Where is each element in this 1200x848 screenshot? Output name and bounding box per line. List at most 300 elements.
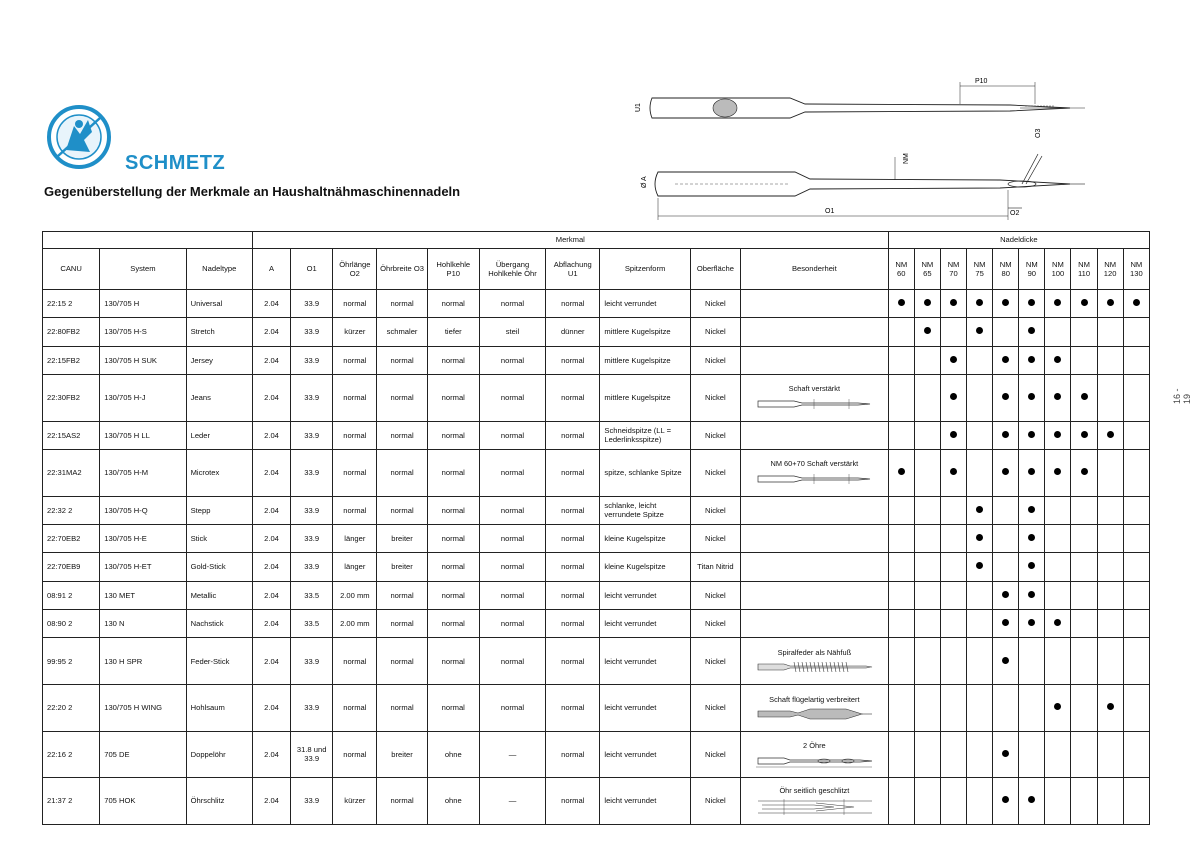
size-cell [1071, 731, 1097, 778]
availability-dot [950, 356, 957, 363]
availability-dot [1002, 657, 1009, 664]
o1-cell: 33.5 [291, 610, 333, 638]
o3-cell: normal [377, 610, 427, 638]
availability-dot [1107, 703, 1114, 710]
column-header: NM 90 [1019, 249, 1045, 290]
availability-dot [1002, 750, 1009, 757]
column-header: Spitzenform [600, 249, 690, 290]
size-cell [993, 496, 1019, 524]
transition-cell: normal [479, 450, 545, 497]
table-row [43, 346, 1150, 374]
o2-cell: 2.00 mm [333, 610, 377, 638]
canu-cell: 22:15AS2 [43, 421, 100, 449]
system-cell: 130/705 H [100, 290, 186, 318]
size-cell [1071, 290, 1097, 318]
size-cell [1019, 450, 1045, 497]
size-cell [940, 731, 966, 778]
label-p10: P10 [975, 78, 988, 85]
special-note: NM 60+70 Schaft verstärkt [770, 458, 859, 468]
o2-cell: länger [333, 525, 377, 553]
column-header: NM 100 [1045, 249, 1071, 290]
nadeltype-cell: Stick [186, 525, 252, 553]
size-cell [1045, 685, 1071, 732]
u1-cell: normal [546, 610, 600, 638]
size-cell [1123, 346, 1149, 374]
special-note: Schaft flügelartig verbreitert [769, 694, 860, 704]
table-row [43, 375, 1150, 422]
table-row [43, 638, 1150, 685]
availability-dot [924, 327, 931, 334]
size-cell [1019, 638, 1045, 685]
availability-dot [1107, 299, 1114, 306]
availability-dot [976, 562, 983, 569]
tip-cell: leicht verrundet [600, 638, 690, 685]
table-row [43, 610, 1150, 638]
availability-dot [976, 299, 983, 306]
availability-dot [950, 393, 957, 400]
canu-cell: 99:95 2 [43, 638, 100, 685]
availability-dot [1028, 796, 1035, 803]
surface-cell: Nickel [690, 778, 740, 825]
o2-cell: länger [333, 553, 377, 581]
size-cell [1097, 318, 1123, 346]
a-cell: 2.04 [252, 778, 290, 825]
p10-cell: normal [427, 496, 479, 524]
size-cell [967, 553, 993, 581]
nadeltype-cell: Nachstick [186, 610, 252, 638]
size-cell [940, 346, 966, 374]
table-row [43, 778, 1150, 825]
nadeltype-cell: Jersey [186, 346, 252, 374]
special-cell [741, 421, 889, 449]
size-cell [940, 581, 966, 609]
system-cell: 130/705 H-S [100, 318, 186, 346]
tip-cell: schlanke, leicht verrundete Spitze [600, 496, 690, 524]
o1-cell: 33.9 [291, 778, 333, 825]
canu-cell: 22:32 2 [43, 496, 100, 524]
size-cell [888, 778, 914, 825]
nadeltype-cell: Universal [186, 290, 252, 318]
special-cell [741, 450, 889, 497]
o2-cell: kürzer [333, 778, 377, 825]
size-cell [940, 290, 966, 318]
p10-cell: normal [427, 638, 479, 685]
system-cell: 130 N [100, 610, 186, 638]
column-header: Besonderheit [741, 249, 889, 290]
availability-dot [1054, 703, 1061, 710]
column-header: NM 110 [1071, 249, 1097, 290]
surface-cell: Nickel [690, 610, 740, 638]
special-cell [741, 553, 889, 581]
system-cell: 130/705 H SUK [100, 346, 186, 374]
availability-dot [924, 299, 931, 306]
o1-cell: 33.9 [291, 375, 333, 422]
special-cell [741, 375, 889, 422]
size-cell [940, 778, 966, 825]
size-cell [1123, 638, 1149, 685]
a-cell: 2.04 [252, 421, 290, 449]
table-row [43, 685, 1150, 732]
availability-dot [976, 506, 983, 513]
availability-dot [1054, 299, 1061, 306]
availability-dot [950, 468, 957, 475]
size-cell [993, 290, 1019, 318]
availability-dot [1028, 468, 1035, 475]
availability-dot [1107, 431, 1114, 438]
surface-cell: Nickel [690, 581, 740, 609]
availability-dot [1002, 591, 1009, 598]
canu-cell: 22:70EB9 [43, 553, 100, 581]
o1-cell: 33.9 [291, 496, 333, 524]
size-cell [1097, 346, 1123, 374]
size-cell [993, 638, 1019, 685]
o1-cell: 33.9 [291, 450, 333, 497]
surface-cell: Nickel [690, 525, 740, 553]
o1-cell: 33.9 [291, 318, 333, 346]
size-cell [1071, 525, 1097, 553]
size-cell [967, 421, 993, 449]
system-cell: 130/705 H-E [100, 525, 186, 553]
canu-cell: 08:91 2 [43, 581, 100, 609]
availability-dot [1028, 534, 1035, 541]
size-cell [1123, 581, 1149, 609]
availability-dot [1028, 591, 1035, 598]
special-cell [741, 581, 889, 609]
system-cell: 130/705 H-J [100, 375, 186, 422]
size-cell [993, 450, 1019, 497]
column-header: NM 130 [1123, 249, 1149, 290]
a-cell: 2.04 [252, 731, 290, 778]
availability-dot [1002, 393, 1009, 400]
o3-cell: breiter [377, 553, 427, 581]
availability-dot [1028, 506, 1035, 513]
size-cell [993, 346, 1019, 374]
size-cell [1045, 421, 1071, 449]
p10-cell: normal [427, 290, 479, 318]
size-cell [1045, 450, 1071, 497]
canu-cell: 22:15 2 [43, 290, 100, 318]
special-cell [741, 496, 889, 524]
u1-cell: normal [546, 290, 600, 318]
table-row [43, 421, 1150, 449]
u1-cell: normal [546, 346, 600, 374]
o3-cell: normal [377, 778, 427, 825]
special-cell [741, 685, 889, 732]
size-cell [1123, 525, 1149, 553]
size-cell [1019, 525, 1045, 553]
u1-cell: normal [546, 581, 600, 609]
size-cell [940, 638, 966, 685]
u1-cell: normal [546, 450, 600, 497]
availability-dot [898, 299, 905, 306]
size-cell [1123, 778, 1149, 825]
transition-cell: normal [479, 685, 545, 732]
size-cell [1045, 525, 1071, 553]
header-spacer [43, 232, 253, 249]
column-header: CANU [43, 249, 100, 290]
o3-cell: normal [377, 581, 427, 609]
table-row [43, 290, 1150, 318]
o3-cell: normal [377, 421, 427, 449]
size-cell [1123, 450, 1149, 497]
o3-cell: normal [377, 685, 427, 732]
availability-dot [1081, 299, 1088, 306]
o2-cell: normal [333, 450, 377, 497]
o1-cell: 33.9 [291, 685, 333, 732]
size-cell [1019, 610, 1045, 638]
size-cell [914, 496, 940, 524]
surface-cell: Nickel [690, 638, 740, 685]
u1-cell: normal [546, 375, 600, 422]
size-cell [1019, 421, 1045, 449]
page-reference: 16 - 19 [1172, 388, 1192, 404]
size-cell [1071, 553, 1097, 581]
a-cell: 2.04 [252, 450, 290, 497]
size-cell [967, 346, 993, 374]
transition-cell: normal [479, 290, 545, 318]
size-cell [1097, 778, 1123, 825]
tip-cell: mittlere Kugelspitze [600, 346, 690, 374]
tip-cell: kleine Kugelspitze [600, 553, 690, 581]
nadeltype-cell: Metallic [186, 581, 252, 609]
label-o1: O1 [825, 208, 835, 215]
size-cell [1045, 290, 1071, 318]
needle-illustration [743, 753, 886, 769]
o1-cell: 33.9 [291, 290, 333, 318]
size-cell [1071, 318, 1097, 346]
transition-cell: normal [479, 496, 545, 524]
o2-cell: normal [333, 685, 377, 732]
system-cell: 130 MET [100, 581, 186, 609]
size-cell [967, 290, 993, 318]
size-cell [914, 610, 940, 638]
comparison-table [42, 231, 1150, 825]
availability-dot [950, 431, 957, 438]
p10-cell: normal [427, 581, 479, 609]
special-cell [741, 525, 889, 553]
column-header: NM 70 [940, 249, 966, 290]
canu-cell: 22:31MA2 [43, 450, 100, 497]
column-header: System [100, 249, 186, 290]
surface-cell: Nickel [690, 496, 740, 524]
nadeltype-cell: Hohlsaum [186, 685, 252, 732]
transition-cell: — [479, 731, 545, 778]
availability-dot [1002, 468, 1009, 475]
special-cell [741, 346, 889, 374]
size-cell [940, 318, 966, 346]
size-cell [1097, 421, 1123, 449]
needle-illustration [743, 797, 886, 817]
label-nm: NM [903, 153, 910, 164]
p10-cell: normal [427, 450, 479, 497]
u1-cell: normal [546, 421, 600, 449]
size-cell [888, 290, 914, 318]
o1-cell: 33.9 [291, 553, 333, 581]
availability-dot [1002, 299, 1009, 306]
u1-cell: normal [546, 685, 600, 732]
size-cell [914, 581, 940, 609]
needle-illustration [743, 395, 886, 413]
a-cell: 2.04 [252, 318, 290, 346]
size-cell [1097, 375, 1123, 422]
transition-cell: normal [479, 581, 545, 609]
size-cell [940, 421, 966, 449]
size-cell [993, 421, 1019, 449]
tip-cell: kleine Kugelspitze [600, 525, 690, 553]
system-cell: 130/705 H WING [100, 685, 186, 732]
column-header: O1 [291, 249, 333, 290]
o2-cell: normal [333, 346, 377, 374]
label-o3: O3 [1035, 128, 1042, 138]
special-cell [741, 610, 889, 638]
size-cell [1019, 581, 1045, 609]
a-cell: 2.04 [252, 375, 290, 422]
tip-cell: leicht verrundet [600, 290, 690, 318]
group-merkmal: Merkmal [252, 232, 888, 249]
special-cell [741, 638, 889, 685]
brand-name: SCHMETZ [125, 152, 226, 174]
size-cell [1071, 375, 1097, 422]
tip-cell: leicht verrundet [600, 685, 690, 732]
size-cell [1071, 496, 1097, 524]
size-cell [1045, 581, 1071, 609]
column-header: Nadeltype [186, 249, 252, 290]
size-cell [888, 638, 914, 685]
transition-cell: normal [479, 525, 545, 553]
table-header [43, 232, 1150, 290]
availability-dot [1054, 619, 1061, 626]
size-cell [888, 450, 914, 497]
size-cell [1071, 610, 1097, 638]
size-cell [1019, 731, 1045, 778]
p10-cell: tiefer [427, 318, 479, 346]
size-cell [1071, 581, 1097, 609]
u1-cell: normal [546, 638, 600, 685]
size-cell [1123, 318, 1149, 346]
o1-cell: 33.9 [291, 346, 333, 374]
size-cell [1045, 610, 1071, 638]
size-cell [967, 638, 993, 685]
p10-cell: normal [427, 553, 479, 581]
size-cell [967, 375, 993, 422]
size-cell [888, 421, 914, 449]
table-row [43, 731, 1150, 778]
size-cell [888, 346, 914, 374]
column-header: NM 120 [1097, 249, 1123, 290]
size-cell [1045, 375, 1071, 422]
a-cell: 2.04 [252, 290, 290, 318]
availability-dot [1028, 431, 1035, 438]
size-cell [1071, 778, 1097, 825]
size-cell [1045, 346, 1071, 374]
size-cell [940, 685, 966, 732]
column-header: Oberfläche [690, 249, 740, 290]
o3-cell: normal [377, 375, 427, 422]
size-cell [1045, 318, 1071, 346]
column-header: A [252, 249, 290, 290]
size-cell [914, 685, 940, 732]
column-header: NM 80 [993, 249, 1019, 290]
size-cell [993, 525, 1019, 553]
size-cell [1123, 553, 1149, 581]
size-cell [967, 778, 993, 825]
canu-cell: 22:30FB2 [43, 375, 100, 422]
size-cell [940, 610, 966, 638]
size-cell [1097, 685, 1123, 732]
tip-cell: leicht verrundet [600, 610, 690, 638]
a-cell: 2.04 [252, 581, 290, 609]
surface-cell: Nickel [690, 290, 740, 318]
nadeltype-cell: Feder-Stick [186, 638, 252, 685]
canu-cell: 22:80FB2 [43, 318, 100, 346]
size-cell [940, 496, 966, 524]
o2-cell: normal [333, 731, 377, 778]
o1-cell: 31.8 und 33.9 [291, 731, 333, 778]
canu-cell: 22:70EB2 [43, 525, 100, 553]
availability-dot [976, 534, 983, 541]
transition-cell: normal [479, 375, 545, 422]
size-cell [967, 525, 993, 553]
size-cell [993, 375, 1019, 422]
tip-cell: Schneidspitze (LL = Lederlinksspitze) [600, 421, 690, 449]
column-header: NM 60 [888, 249, 914, 290]
size-cell [888, 318, 914, 346]
nadeltype-cell: Stretch [186, 318, 252, 346]
size-cell [993, 778, 1019, 825]
a-cell: 2.04 [252, 496, 290, 524]
availability-dot [1028, 562, 1035, 569]
table-row [43, 318, 1150, 346]
system-cell: 130/705 H-ET [100, 553, 186, 581]
size-cell [1123, 610, 1149, 638]
label-a: Ø A [641, 176, 648, 188]
o3-cell: normal [377, 346, 427, 374]
special-cell [741, 731, 889, 778]
surface-cell: Nickel [690, 318, 740, 346]
size-cell [914, 421, 940, 449]
availability-dot [1028, 299, 1035, 306]
p10-cell: ohne [427, 731, 479, 778]
o2-cell: normal [333, 375, 377, 422]
size-cell [967, 731, 993, 778]
a-cell: 2.04 [252, 610, 290, 638]
p10-cell: normal [427, 421, 479, 449]
u1-cell: normal [546, 778, 600, 825]
availability-dot [1002, 356, 1009, 363]
tip-cell: leicht verrundet [600, 731, 690, 778]
special-note: Schaft verstärkt [788, 383, 841, 393]
size-cell [1123, 731, 1149, 778]
size-cell [1097, 731, 1123, 778]
o3-cell: breiter [377, 525, 427, 553]
system-cell: 130/705 H-M [100, 450, 186, 497]
availability-dot [1028, 619, 1035, 626]
o3-cell: normal [377, 290, 427, 318]
needle-illustration [743, 470, 886, 488]
column-header: NM 75 [967, 249, 993, 290]
p10-cell: normal [427, 610, 479, 638]
o2-cell: kürzer [333, 318, 377, 346]
size-cell [993, 685, 1019, 732]
size-cell [914, 346, 940, 374]
size-cell [1097, 525, 1123, 553]
size-cell [1019, 290, 1045, 318]
availability-dot [1054, 431, 1061, 438]
size-cell [993, 731, 1019, 778]
o3-cell: normal [377, 496, 427, 524]
surface-cell: Titan Nitrid [690, 553, 740, 581]
size-cell [1071, 685, 1097, 732]
